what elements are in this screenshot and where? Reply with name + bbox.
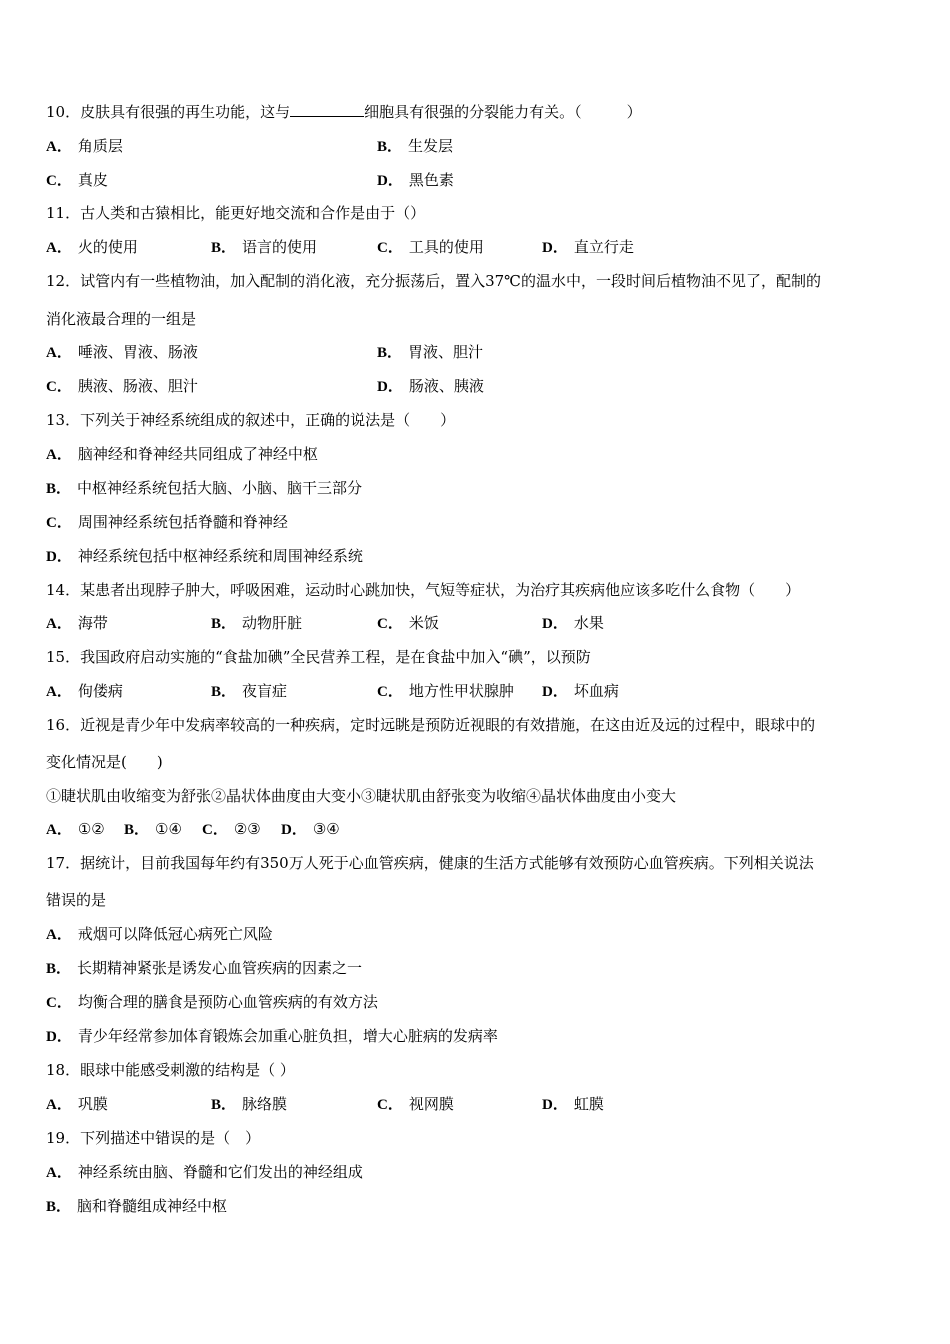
question-13-stem: 13．下列关于神经系统组成的叙述中，正确的说法是（ ） xyxy=(46,411,456,429)
question-16-option-a: A． ①② xyxy=(46,820,105,838)
question-10-stem xyxy=(46,102,916,122)
question-10-stem-pre: 10．皮肤具有很强的再生功能，这与 xyxy=(46,103,291,121)
question-17-stem-line2: 错误的是 xyxy=(46,891,107,909)
question-13-option-d: D． 神经系统包括中枢神经系统和周围神经系统 xyxy=(46,547,363,565)
question-16-stem-line1: 16．近视是青少年中发病率较高的一种疾病，定时远眺是预防近视眼的有效措施，在这由近及远的过程中，眼球中的 xyxy=(46,716,816,734)
question-12-option-d: D． 肠液、胰液 xyxy=(377,377,484,395)
question-16-option-d: D． ③④ xyxy=(281,820,340,838)
question-12-option-a: A． 唾液、胃液、肠液 xyxy=(46,343,198,361)
question-16-stem-line2: 变化情况是( ) xyxy=(46,753,163,771)
question-10-option-d: D． 黑色素 xyxy=(377,171,454,189)
question-17-option-c: C． 均衡合理的膳食是预防心血管疾病的有效方法 xyxy=(46,993,378,1011)
question-12-option-b: B． 胃液、胆汁 xyxy=(377,343,484,361)
question-11-option-c: C． 工具的使用 xyxy=(377,238,484,256)
question-18-option-b: B． 脉络膜 xyxy=(211,1095,288,1113)
question-12-stem-line1: 12．试管内有一些植物油，加入配制的消化液，充分振荡后，置入37℃的温水中，一段时间后植物油不见了，配制的 xyxy=(46,272,821,290)
question-11-option-b: B． 语言的使用 xyxy=(211,238,318,256)
question-17-option-b: B． 长期精神紧张是诱发心血管疾病的因素之一 xyxy=(46,959,363,977)
question-18-stem: 18．眼球中能感受刺激的结构是（ ） xyxy=(46,1061,295,1079)
question-13-option-b: B． 中枢神经系统包括大脑、小脑、脑干三部分 xyxy=(46,479,363,497)
question-10-stem-post: 细胞具有很强的分裂能力有关。（ ） xyxy=(364,103,642,121)
question-10-option-b: B． 生发层 xyxy=(377,137,454,155)
question-16-statements: ①睫状肌由收缩变为舒张②晶状体曲度由大变小③睫状肌由舒张变为收缩④晶状体曲度由小变大 xyxy=(46,787,677,805)
question-10-option-a: A． 角质层 xyxy=(46,137,123,155)
question-13-option-a: A． 脑神经和脊神经共同组成了神经中枢 xyxy=(46,445,318,463)
question-15-option-c: C． 地方性甲状腺肿 xyxy=(377,682,514,700)
question-15-stem: 15．我国政府启动实施的“食盐加碘”全民营养工程，是在食盐中加入“碘”，以预防 xyxy=(46,648,591,666)
question-16-option-b: B． ①④ xyxy=(124,820,182,838)
question-15-option-d: D． 坏血病 xyxy=(542,682,619,700)
question-19-option-b: B． 脑和脊髓组成神经中枢 xyxy=(46,1197,228,1215)
question-19-option-a: A． 神经系统由脑、脊髓和它们发出的神经组成 xyxy=(46,1163,363,1181)
question-12-stem-line2: 消化液最合理的一组是 xyxy=(46,310,197,328)
question-14-option-c: C． 米饭 xyxy=(377,614,439,632)
question-14-stem: 14．某患者出现脖子肿大，呼吸困难，运动时心跳加快，气短等症状，为治疗其疾病他应该多吃什么食物（ ） xyxy=(46,581,801,599)
question-18-option-d: D． 虹膜 xyxy=(542,1095,604,1113)
question-15-option-b: B． 夜盲症 xyxy=(211,682,288,700)
question-13-option-c: C． 周围神经系统包括脊髓和脊神经 xyxy=(46,513,288,531)
question-17-option-a: A． 戒烟可以降低冠心病死亡风险 xyxy=(46,925,273,943)
question-15-option-a: A． 佝偻病 xyxy=(46,682,123,700)
question-10-option-c: C． 真皮 xyxy=(46,171,108,189)
question-11-option-d: D． 直立行走 xyxy=(542,238,634,256)
question-18-option-a: A． 巩膜 xyxy=(46,1095,108,1113)
question-12-option-c: C． 胰液、肠液、胆汁 xyxy=(46,377,198,395)
question-17-option-d: D． 青少年经常参加体育锻炼会加重心脏负担，增大心脏病的发病率 xyxy=(46,1027,498,1045)
question-17-stem-line1: 17．据统计，目前我国每年约有350万人死于心血管疾病，健康的生活方式能够有效预防心血管疾病。下列相关说法 xyxy=(46,854,814,872)
question-16-option-c: C． ②③ xyxy=(202,820,261,838)
question-11-option-a: A． 火的使用 xyxy=(46,238,138,256)
question-14-option-b: B． 动物肝脏 xyxy=(211,614,303,632)
question-19-stem: 19．下列描述中错误的是（ ） xyxy=(46,1129,261,1147)
question-14-option-d: D． 水果 xyxy=(542,614,604,632)
question-14-option-a: A． 海带 xyxy=(46,614,108,632)
answer-blank xyxy=(290,102,364,117)
question-18-option-c: C． 视网膜 xyxy=(377,1095,454,1113)
question-11-stem: 11．古人类和古猿相比，能更好地交流和合作是由于（） xyxy=(46,204,426,222)
